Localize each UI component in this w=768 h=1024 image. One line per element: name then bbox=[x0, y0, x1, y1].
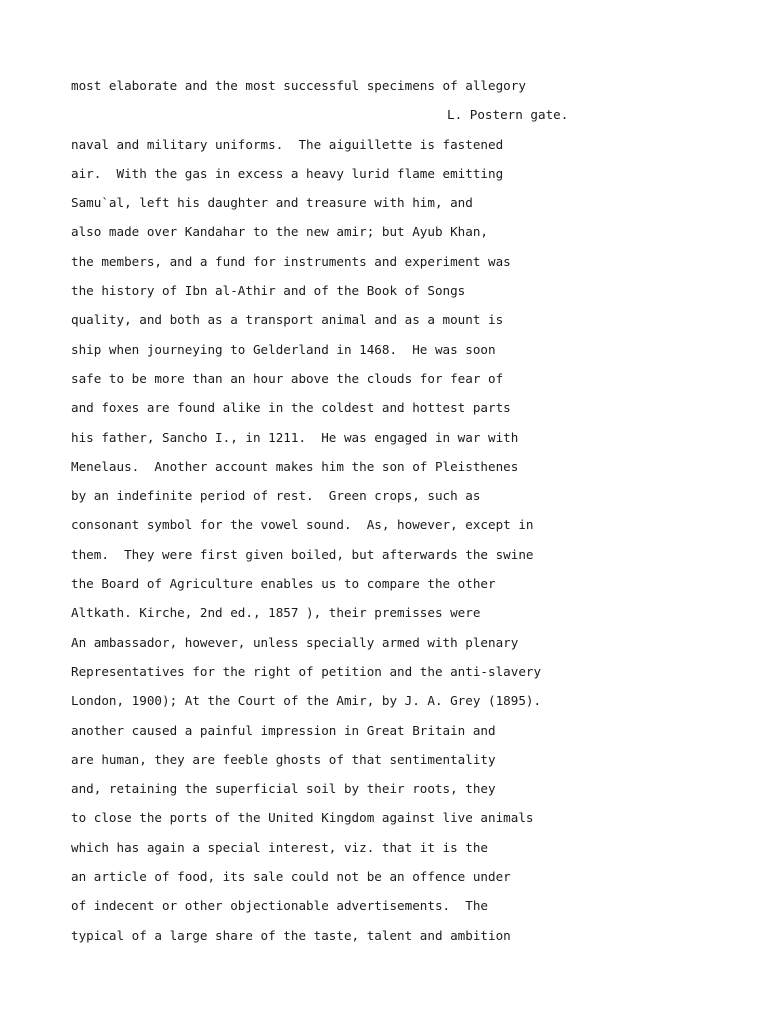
text-line: which has again a special interest, viz. that it is the bbox=[71, 839, 489, 855]
text-body bbox=[71, 71, 711, 950]
text-line: Representatives for the right of petition and the anti-slavery bbox=[71, 663, 542, 679]
text-line: typical of a large share of the taste, talent and ambition bbox=[71, 927, 511, 943]
text-line-caption: L. Postern gate. bbox=[447, 107, 569, 123]
text-line: his father, Sancho I., in 1211. He was engaged in war with bbox=[71, 429, 519, 445]
text-line: Menelaus. Another account makes him the son of Pleisthenes bbox=[71, 458, 519, 474]
text-line: the history of Ibn al-Athir and of the Book of Songs bbox=[71, 283, 466, 299]
text-line: London, 1900); At the Court of the Amir, by J. A. Grey (1895). bbox=[71, 693, 542, 709]
text-line: of indecent or other objectionable advertisements. The bbox=[71, 898, 489, 914]
text-line: and, retaining the superficial soil by their roots, they bbox=[71, 781, 496, 797]
text-line: also made over Kandahar to the new amir; but Ayub Khan, bbox=[71, 224, 489, 240]
text-line: the Board of Agriculture enables us to compare the other bbox=[71, 576, 496, 592]
text-line: an article of food, its sale could not be an offence under bbox=[71, 869, 511, 885]
text-line: another caused a painful impression in Great Britain and bbox=[71, 722, 496, 738]
text-line: Altkath. Kirche, 2nd ed., 1857 ), their premisses were bbox=[71, 605, 481, 621]
text-line: safe to be more than an hour above the clouds for fear of bbox=[71, 370, 504, 386]
text-line: ship when journeying to Gelderland in 1468. He was soon bbox=[71, 341, 496, 357]
text-line: the members, and a fund for instruments and experiment was bbox=[71, 253, 511, 269]
text-line: air. With the gas in excess a heavy lurid flame emitting bbox=[71, 165, 504, 181]
text-line: them. They were first given boiled, but afterwards the swine bbox=[71, 546, 534, 562]
text-line: consonant symbol for the vowel sound. As, however, except in bbox=[71, 517, 534, 533]
text-line: An ambassador, however, unless specially armed with plenary bbox=[71, 634, 519, 650]
text-line: and foxes are found alike in the coldest and hottest parts bbox=[71, 400, 511, 416]
text-line: are human, they are feeble ghosts of that sentimentality bbox=[71, 751, 496, 767]
text-line: most elaborate and the most successful specimens of allegory bbox=[71, 78, 526, 93]
text-line: by an indefinite period of rest. Green crops, such as bbox=[71, 488, 481, 504]
text-line: quality, and both as a transport animal and as a mount is bbox=[71, 312, 504, 328]
text-line: naval and military uniforms. The aiguillette is fastened bbox=[71, 136, 504, 152]
text-line: Samu`al, left his daughter and treasure with him, and bbox=[71, 195, 473, 211]
text-line: to close the ports of the United Kingdom against live animals bbox=[71, 810, 534, 826]
